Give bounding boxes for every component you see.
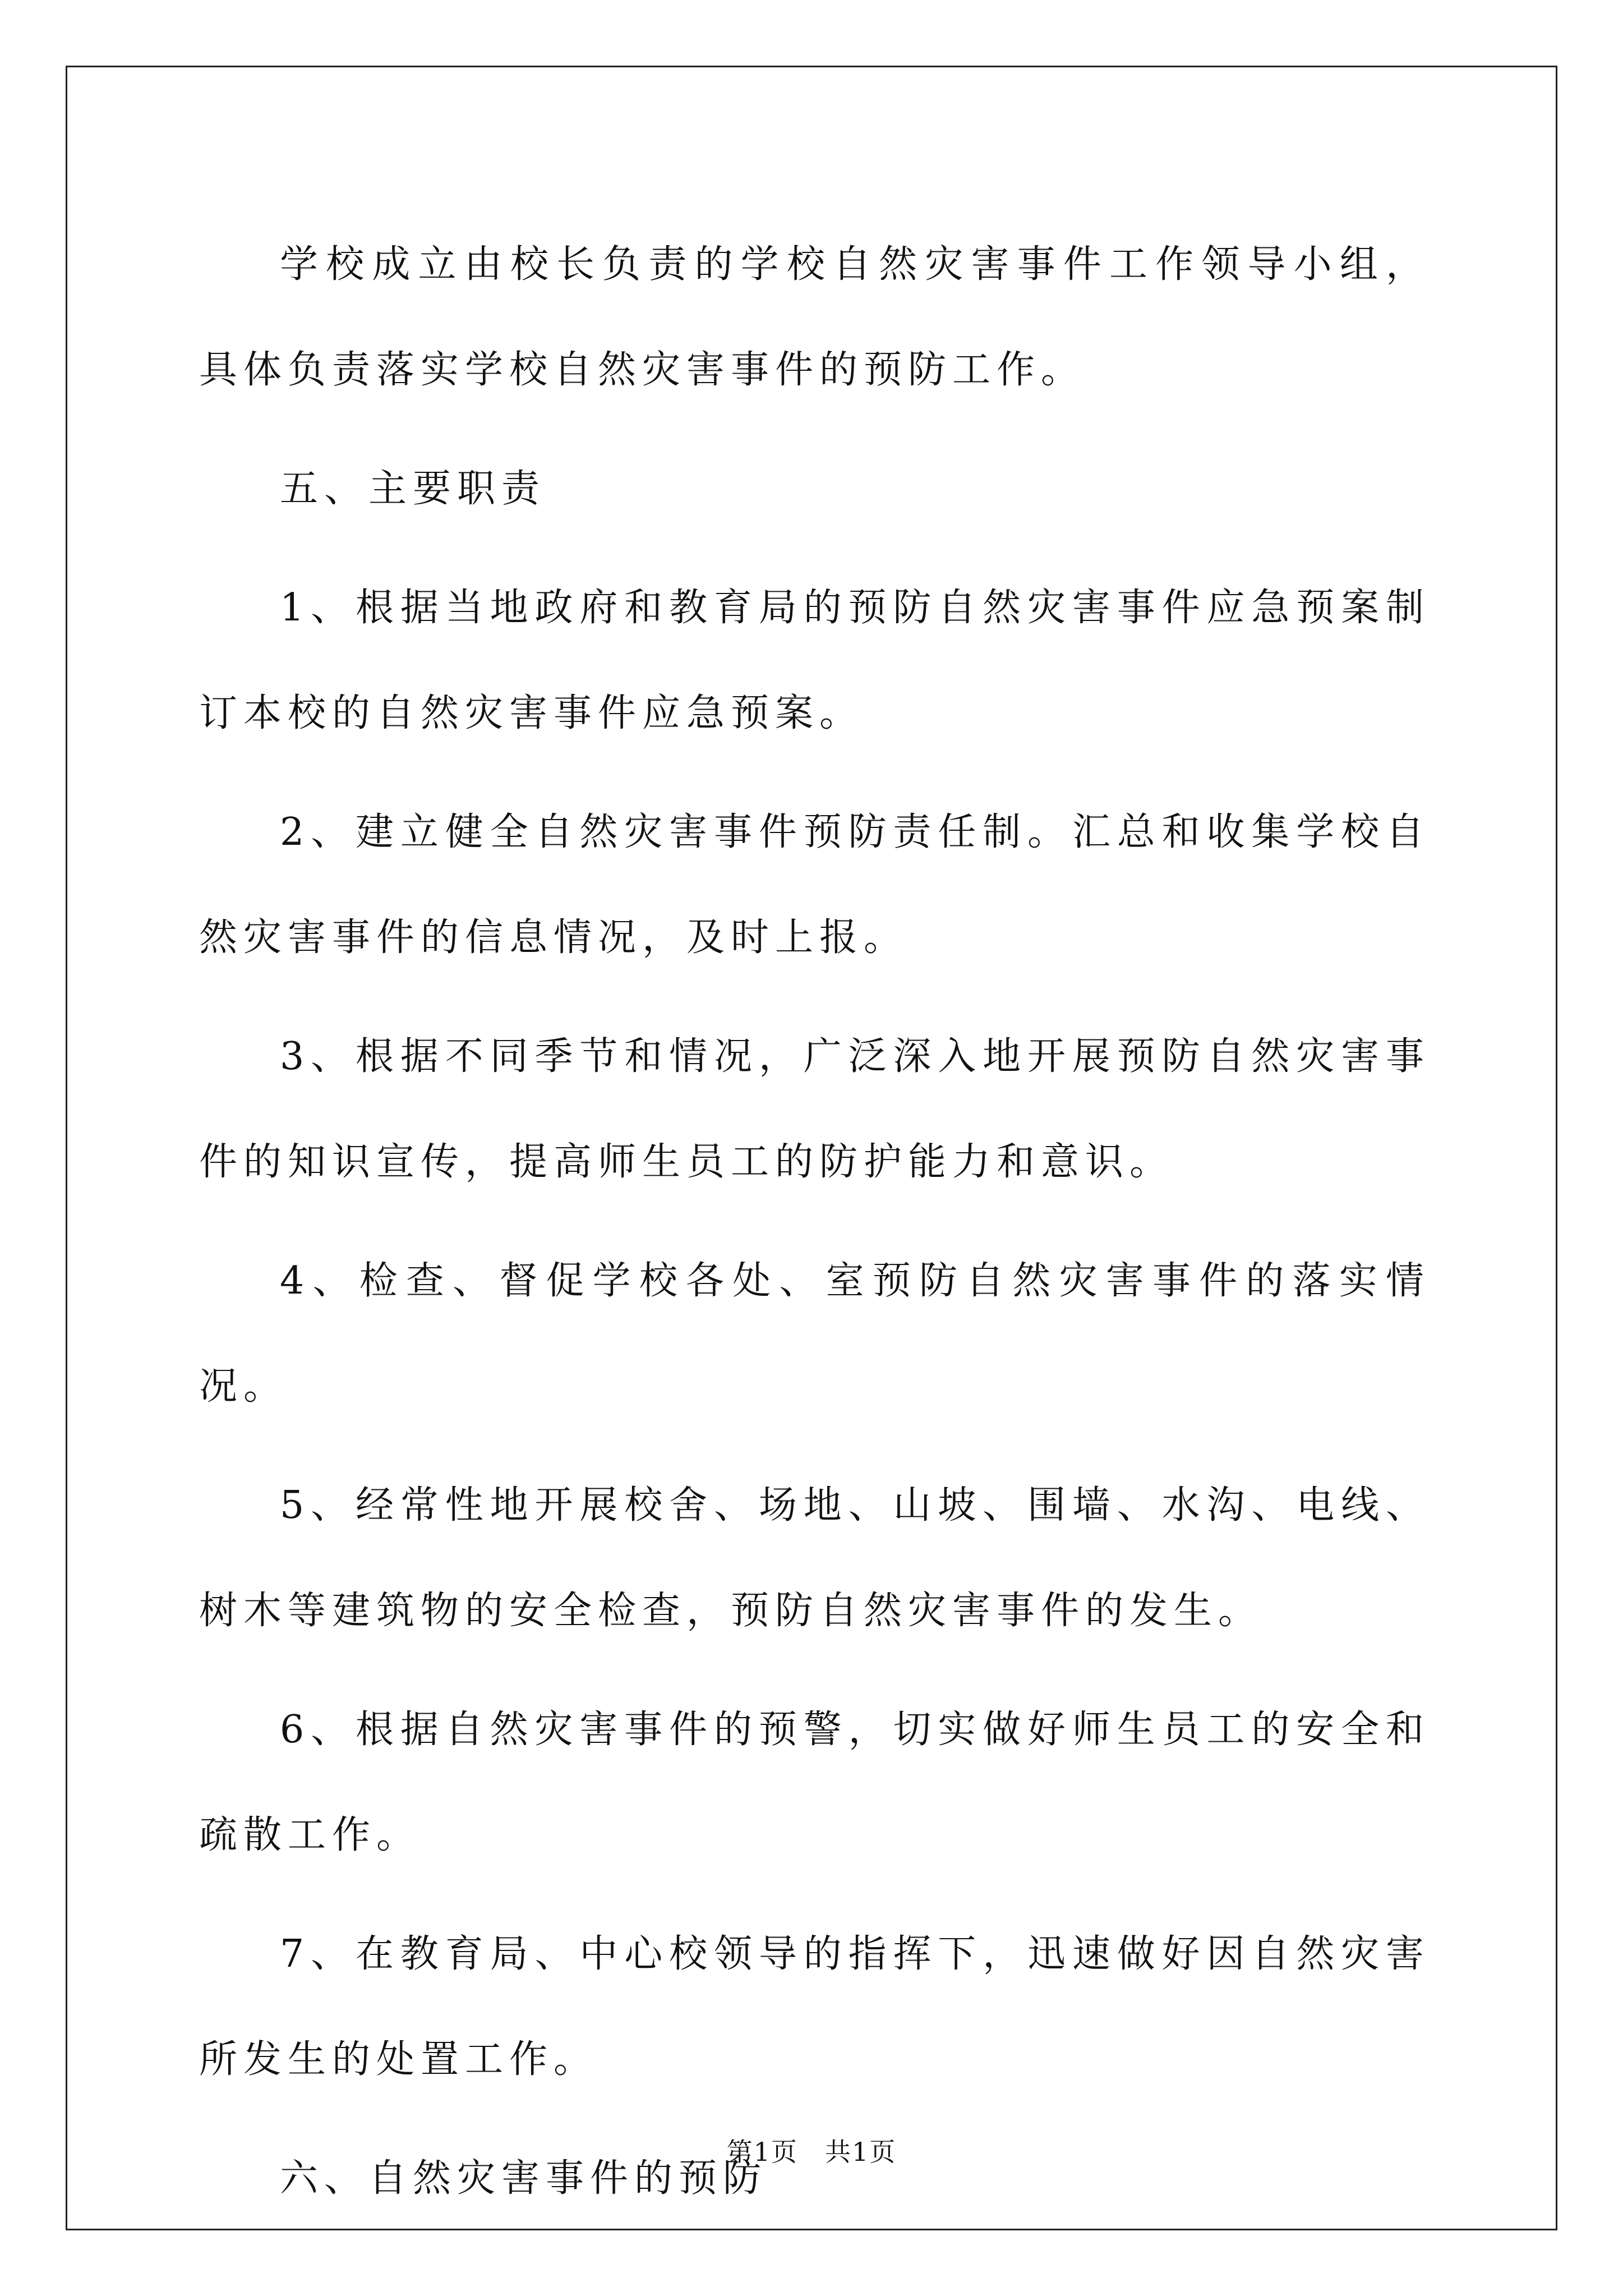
paragraph-duty-6: 6、根据自然灾害事件的预警，切实做好师生员工的安全和疏散工作。 [199,1708,1430,1857]
page-footer: 第1页 共1页 [726,2137,897,2167]
heading-main-duties: 五、主要职责 [280,467,546,511]
paragraph-duty-4: 4、检查、督促学校各处、室预防自然灾害事件的落实情况。 [199,1259,1430,1409]
paragraph-leadership-group: 学校成立由校长负责的学校自然灾害事件工作领导小组，具体负责落实学校自然灾害事件的预防工作。 [199,242,1430,392]
document-body [199,212,1430,2245]
heading-prevention: 六、自然灾害事件的预防 [280,2156,768,2201]
paragraph-duty-3: 3、根据不同季节和情况，广泛深入地开展预防自然灾害事件的知识宣传，提高师生员工的防护能力和意识。 [199,1034,1430,1184]
paragraph-duty-1: 1、根据当地政府和教育局的预防自然灾害事件应急预案制订本校的自然灾害事件应急预案。 [199,586,1430,735]
paragraph-duty-5: 5、经常性地开展校舍、场地、山坡、围墙、水沟、电线、树木等建筑物的安全检查，预防自然灾害事件的发生。 [199,1483,1430,1633]
paragraph-duty-7: 7、在教育局、中心校领导的指挥下，迅速做好因自然灾害所发生的处置工作。 [199,1932,1430,2082]
paragraph-duty-2: 2、建立健全自然灾害事件预防责任制。汇总和收集学校自然灾害事件的信息情况，及时上报。 [199,810,1430,960]
